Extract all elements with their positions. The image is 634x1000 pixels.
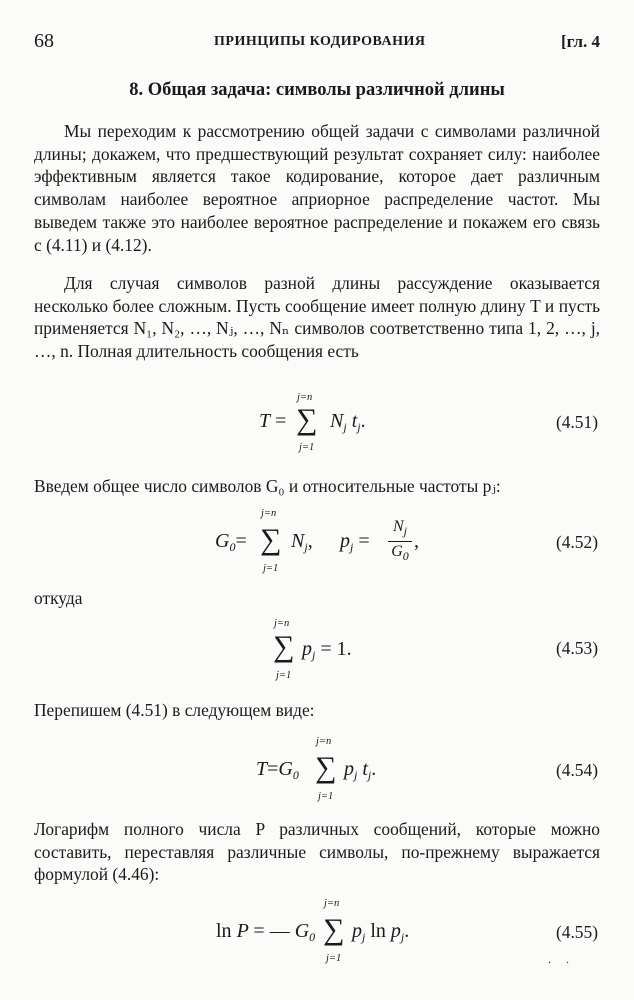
sum-lower-limit: j=1 <box>276 670 292 681</box>
equation-4-55: j=n ln P = — $G_0$ ∑ $p_j$ $\ln p_j$. j=1 (4.55) <box>216 898 598 964</box>
sum-upper-limit: j=n <box>324 898 340 909</box>
sum-symbol: ∑ <box>273 630 295 663</box>
line-rewrite: Перепишем (4.51) в следующем виде: <box>34 700 315 720</box>
sum-upper-limit: j=n <box>316 736 332 747</box>
line-whence: откуда <box>34 588 83 608</box>
equation-number: (4.51) <box>555 412 598 432</box>
sum-lower-limit: j=1 <box>263 563 279 574</box>
paragraph-symbols: Для случая символов разной длины рассуждение оказывается несколько более сложным. Пусть сообщение имеет полную длину T и пусть применяется N₁, N₂, …, Nⱼ, …, Nₙ символов соответственно типа 1, 2, …, j, …, n. Полная длительность сообщения есть <box>34 273 600 362</box>
sum-symbol: ∑ <box>296 403 318 436</box>
sum-symbol: ∑ <box>260 523 282 556</box>
sum-symbol: ∑ <box>323 913 345 946</box>
chapter-label: [гл. 4 <box>560 32 600 51</box>
equation-number: (4.55) <box>555 922 598 942</box>
sum-lower-limit: j=1 <box>299 442 315 453</box>
print-specks: . . <box>548 952 575 966</box>
page-number: 68 <box>34 30 54 52</box>
equation-4-54: j=n $T=G_0$ ∑ $p_j$ $t_j$. j=1 (4.54) <box>256 736 598 802</box>
sum-symbol: ∑ <box>315 751 337 784</box>
sum-upper-limit: j=n <box>274 618 290 629</box>
line-introduce-g0: Введем общее число символов G₀ и относительные частоты pⱼ: <box>34 476 501 496</box>
equation-4-53: j=n ∑ $p_j = 1$. j=1 (4.53) <box>273 618 598 681</box>
section-title: 8. Общая задача: символы различной длины <box>129 80 505 100</box>
sum-upper-limit: j=n <box>297 392 313 403</box>
paragraph-intro: Мы переходим к рассмотрению общей задачи с символами различной длины; докажем, что предшествующий результат сохраняет силу: наиболее эффективным является такое кодирование, которое дает различным символам наиболее вероятное априорное распределение частот. Мы выведем также это наиболее вероятное распределение и покажем его связь с (4.11) и (4.12). <box>34 121 600 255</box>
running-title: ПРИНЦИПЫ КОДИРОВАНИЯ <box>214 34 426 49</box>
page-header <box>34 30 600 56</box>
sum-lower-limit: j=1 <box>318 791 334 802</box>
sum-upper-limit: j=n <box>261 508 277 519</box>
sum-lower-limit: j=1 <box>326 953 342 964</box>
equation-4-52: j=n $G_0=$ ∑ $N_j$, $p_j$ = $N_j$ $G_0$ , j=1 (4.52) <box>215 508 598 574</box>
equation-number: (4.54) <box>555 760 598 780</box>
equation-4-51: j=n T = ∑ $N_j$ $t_j$. j=1 (4.51) <box>259 392 598 453</box>
equation-number: (4.53) <box>555 638 598 658</box>
paragraph-logarithm: Логарифм полного числа P различных сообщений, которые можно составить, переставляя различные символы, по-прежнему выражается формулой (4.46): <box>34 819 600 885</box>
equation-number: (4.52) <box>555 532 598 552</box>
